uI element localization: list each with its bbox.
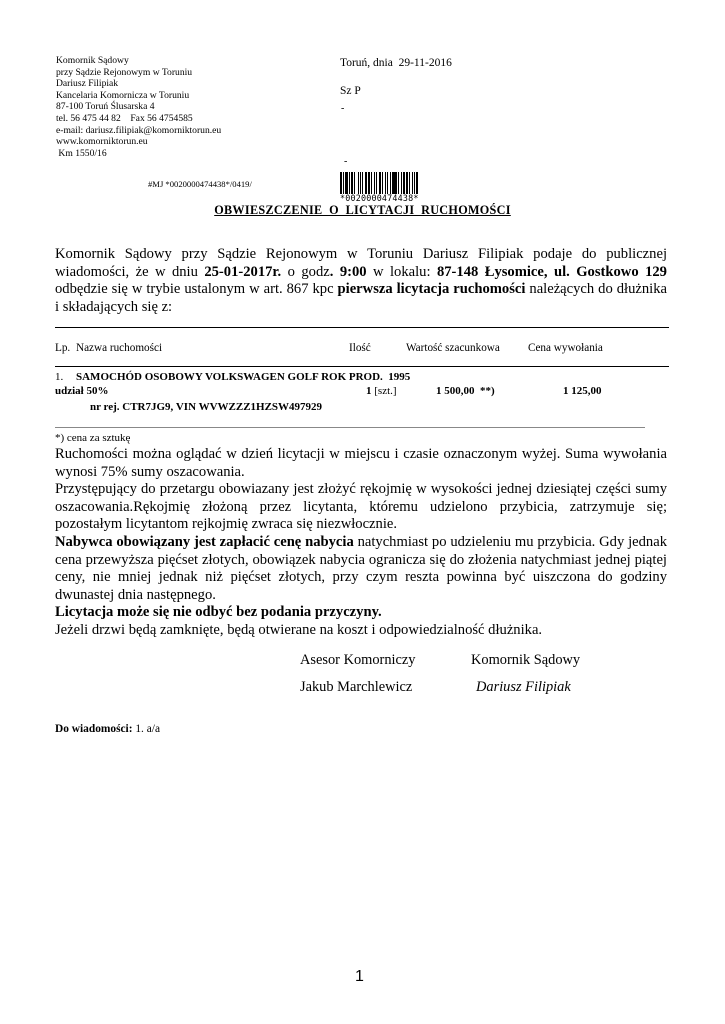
item-name: SAMOCHÓD OSOBOWY VOLKSWAGEN GOLF ROK PROD. 1995 [76,371,411,383]
sender-line: Kancelaria Komornicza w Toruniu [56,89,190,101]
divider [55,327,669,328]
assessor-name: Jakub Marchlewicz [300,679,413,695]
case-number: Km 1550/16 [56,147,107,159]
intro-text: odbędzie się w trybie ustalonym w art. 867 kpc [55,281,338,298]
terms-payment [55,534,667,604]
barcode [340,172,447,202]
barcode-bars [340,172,447,194]
terms-doors: Jeżeli drzwi będą zamknięte, będą otwierane na koszt i odpowiedzialność dłużnika. [55,621,543,638]
barcode-text: *0020000474438* [340,193,419,203]
terms-cancellation: Licytacja może się nie odbyć bez podania przyczyny. [55,604,382,621]
footnote: *) cena za sztukę [55,432,131,444]
auction-date: 25-01-2017r. [204,263,282,280]
item-price: 1 125,00 [563,385,602,397]
sender-line: Dariusz Filipiak [56,78,119,90]
item-value: 1 500,00 **) [436,385,495,397]
intro-text: w lokalu: [366,263,437,280]
col-qty: Ilość [349,342,371,354]
sender-line: www.komorniktorun.eu [56,136,148,148]
barcode-mark: - [344,156,348,167]
sender-line: Komornik Sądowy [56,55,129,66]
col-lp: Lp. [55,342,71,354]
intro-text: należących do dłużnika i składających się z: [55,281,667,315]
intro-paragraph [55,246,667,316]
document-title: OBWIESZCZENIE O LICYTACJI RUCHOMOŚCI [214,203,511,217]
sender-block [56,55,221,159]
auction-location: 87-148 Łysomice, ul. Gostkowo 129 [436,263,667,280]
sender-line: przy Sądzie Rejonowym w Toruniu [56,66,193,78]
auction-type: pierwsza licytacja ruchomości [337,281,526,298]
item-qty-value: 1 [366,385,372,397]
terms-viewing: Ruchomości można oglądać w dzień licytacji w miejscu i czasie oznaczonym wyżej. Suma wywołania wynosi 75% sumy oszacowania. [55,446,667,480]
mj-code: #MJ *0020000474438*/0419/ [148,179,252,189]
terms-deposit: Przystępujący do przetargu obowiazany jest złożyć rękojmię w wysokości jednej dziesiątej części sumy oszacowania.Rękojmię złożoną przez licytanta, któremu udzielono przybicia, zatrzymuje się; pozostałym licytantom rejkojmię zwraca się niezwłocznie. [55,481,667,533]
divider [55,366,669,367]
page-number: 1 [355,968,364,985]
item-registration: nr rej. CTR7JG9, VIN WVWZZZ1HZSW497929 [90,401,323,413]
sender-line: e-mail: dariusz.filipiak@komorniktorun.eu [56,124,222,136]
reference-mark: - [341,103,345,114]
barcode-bar [416,172,418,194]
sender-line: tel. 56 475 44 82 Fax 56 4754585 [56,112,193,124]
item-qty [366,385,397,397]
place-date: Toruń, dnia 29-11-2016 [340,57,452,69]
distribution-value: 1. a/a [132,723,161,735]
distribution [55,723,160,735]
auction-time: . 9:00 [329,263,367,280]
terms-payment-text: natychmiast po udzieleniu mu przybicia. Gdy jednak cena przewyższa pięćset złotych, obowiązek nabycia ogranicza się do złożenia natychmiast jednej piątej ceny, nie mniej jednak niż pięćset złotych, przy czym reszta powinna być uiszczona do godziny dwunastej dnia następnego. [55,533,667,603]
sender-line: 87-100 Toruń Ślusarska 4 [56,101,155,113]
reference: Sz P [340,85,361,97]
item-lp: 1. [55,371,64,383]
item-share: udział 50% [55,385,109,397]
bailiff-name: Dariusz Filipiak [476,679,571,695]
col-value: Wartość szacunkowa [406,342,500,354]
divider [55,427,645,428]
distribution-label: Do wiadomości: [55,723,133,735]
item-unit: [szt.] [371,385,397,397]
assessor-title: Asesor Komorniczy [300,652,416,668]
terms-payment-bold: Nabywca obowiązany jest zapłacić cenę nabycia [55,533,354,550]
col-name: Nazwa ruchomości [76,342,163,354]
intro-text: Komornik Sądowy przy Sądzie Rejonowym w Toruniu Dariusz Filipiak podaje do publicznej wiadomości, że w dniu [55,246,667,280]
intro-text: o godz [281,263,330,280]
terms-paragraphs [55,446,667,640]
col-price: Cena wywołania [528,342,603,354]
bailiff-title: Komornik Sądowy [471,652,581,668]
